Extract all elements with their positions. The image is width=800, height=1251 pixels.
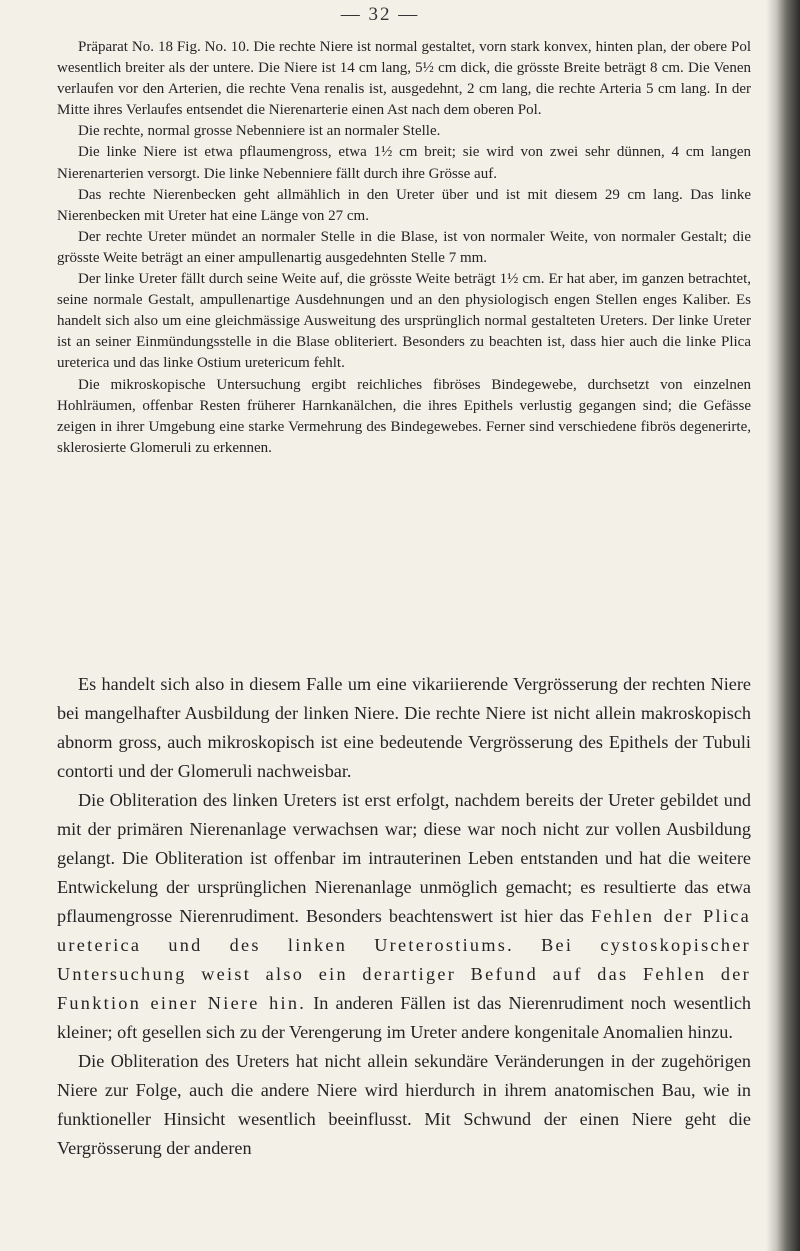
paragraph-microscopy: Die mikroskopische Untersuchung ergibt reichliches fibröses Bindegewebe, durchsetzt von einzelnen Hohlräumen, offenbar Resten früherer Harnkanälchen, die ihres Epithels verlustig gegangen sind; die Gefässe zeigen in ihrer Umgebung eine starke Vermehrung des Bindegewebes. Ferner sind verschiedene fibrös degenerirte, sklerosierte Glomeruli zu erkennen. xyxy=(57,376,751,456)
obliteration-text-a: Die Obliteration des linken Ureters ist erst erfolgt, nachdem bereits der Ureter gebildet und mit der primären Nierenanlage verwachsen war; diese war noch nicht zur vollen Ausbildung gelangt. Die Obliteration ist offenbar im intrauterinen Leben entstanden und hat die weitere Entwickelung der ursprünglichen Nierenanlage unmöglich gemacht; es resultierte das etwa pflaumengrosse Nierenrudiment. Besonders beachtenswert ist hier das xyxy=(57,790,751,926)
paragraph-renal-pelvis: Das rechte Nierenbecken geht allmählich in den Ureter über und ist mit diesem 29 cm lang. Das linke Nierenbecken mit Ureter hat eine Länge von 27 cm. xyxy=(57,186,751,224)
discussion-section xyxy=(57,670,751,1163)
obliteration-text-b: In anderen Fällen ist das Nierenrudiment noch wesentlich kleiner; oft gesellen sich zu der Verengerung im Ureter andere kongenitale Anomalien hinzu. xyxy=(57,993,752,1042)
emphasized-text: Fehlen der Plica ureterica und des linken Ureterostiums. Bei cystoskopischer Untersuchung weist also ein derartiger Befund auf das Fehlen der Funktion einer Niere hin. xyxy=(57,906,751,1013)
paragraph-kidney-left: Die linke Niere ist etwa pflaumengross, etwa 1½ cm breit; sie wird von zwei sehr dünnen, 4 cm langen Nierenarterien versorgt. Die linke Nebenniere fällt durch ihre Grösse auf. xyxy=(57,144,751,182)
paragraph-secondary-changes: Die Obliteration des Ureters hat nicht allein sekundäre Veränderungen in der zugehörigen Niere zur Folge, auch die andere Niere wird hierdurch in ihrem anatomischen Bau, wie in funktioneller Hinsicht wesentlich beeinflusst. Mit Schwund der einen Niere geht die Vergrösserung der anderen xyxy=(57,1051,751,1158)
paragraph-ureter-right: Der rechte Ureter mündet an normaler Stelle in die Blase, ist von normaler Weite, von normaler Gestalt; die grösste Weite beträgt an einer ampullenartig ausgedehnten Stelle 7 mm. xyxy=(57,228,751,266)
paragraph-obliteration xyxy=(57,786,751,1047)
paragraph-kidney-right: Präparat No. 18 Fig. No. 10. Die rechte Niere ist normal gestaltet, vorn stark konvex, hinten plan, der obere Pol wesentlich breiter als der untere. Die Niere ist 14 cm lang, 5½ cm dick, die grösste Breite beträgt 8 cm. Die Venen verlaufen vor den Arterien, die rechte Vena renalis ist, ausgedehnt, 2 cm lang, die rechte Arteria 5 cm lang. In der Mitte ihres Verlaufes entsendet die Nierenarterie einen Ast nach dem oberen Pol. xyxy=(57,39,751,119)
paragraph-conclusion: Es handelt sich also in diesem Falle um eine vikariierende Vergrösserung der rechten Niere bei mangelhafter Ausbildung der linken Niere. Die rechte Niere ist nicht allein makroskopisch abnorm gross, auch mikroskopisch ist eine bedeutende Vergrösserung des Epithels der Tubuli contorti und der Glomeruli nachweisbar. xyxy=(57,674,751,781)
case-report-section xyxy=(57,37,751,459)
paragraph-adrenal-right: Die rechte, normal grosse Nebenniere ist an normaler Stelle. xyxy=(78,123,441,140)
book-spine-shadow xyxy=(766,0,800,1251)
page-number: — 32 — xyxy=(340,4,420,25)
paragraph-ureter-left: Der linke Ureter fällt durch seine Weite auf, die grösste Weite beträgt 1½ cm. Er hat aber, im ganzen betrachtet, seine normale Gestalt, ampullenartige Ausdehnungen und an den physiologisch engen Stellen enges Kaliber. Es handelt sich also um eine gleichmässige Ausweitung des ursprünglich normal gestalteten Ureters. Der linke Ureter ist an seiner Einmündungsstelle in die Blase obliteriert. Besonders zu beachten ist, dass hier auch die linke Plica ureterica und das linke Ostium uretericum fehlt. xyxy=(57,271,751,372)
